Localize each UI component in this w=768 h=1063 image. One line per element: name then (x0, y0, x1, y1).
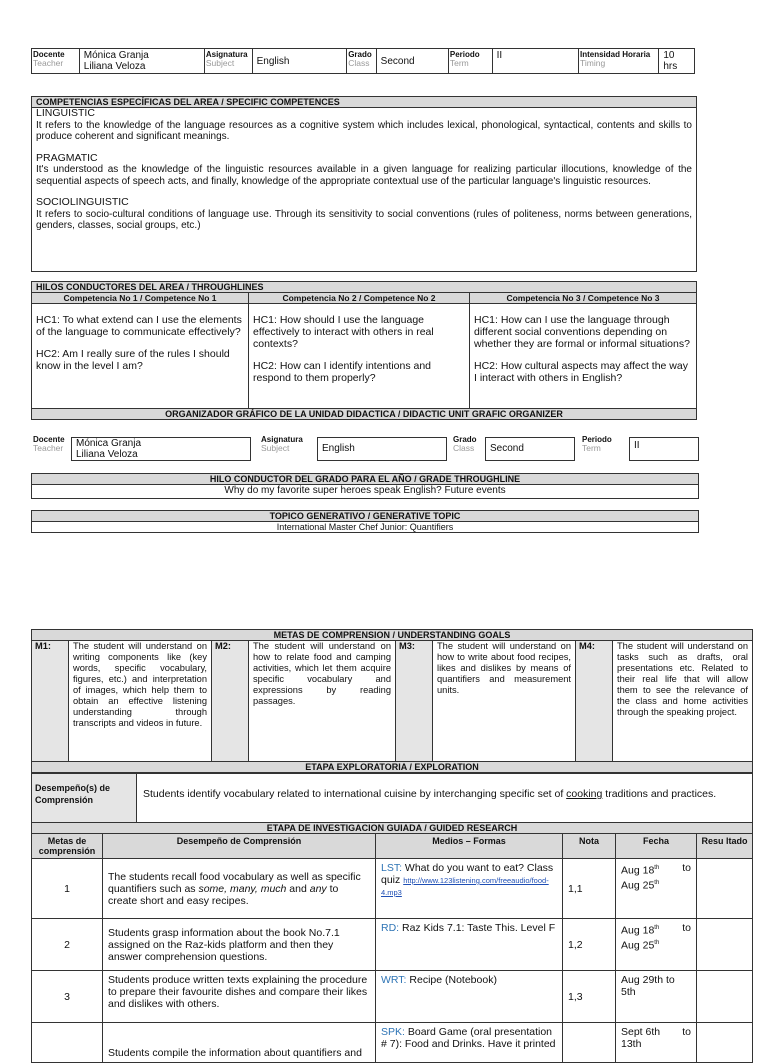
col-header-goals: Metas de comprensión (32, 834, 103, 859)
date-suffix: th (654, 925, 660, 931)
media-text: What do you want to eat? Class quiz (381, 862, 554, 886)
media-text: Recipe (Notebook) (406, 974, 497, 986)
teacher-value-box-2 (71, 437, 251, 461)
row-media (376, 971, 563, 1023)
media-tag: RD: (381, 922, 400, 934)
col-header-media: Medios – Formas (376, 834, 563, 859)
class-value-2: Second (485, 437, 575, 461)
row-date (616, 919, 697, 971)
class-label: Grado (348, 50, 372, 59)
subject-label-cell (204, 49, 252, 74)
header-info-2 (33, 435, 693, 461)
media-text: Board Game (oral presentation # 7): Food and Drinks. Have it printed (381, 1026, 556, 1050)
subject-sublabel: Subject (205, 58, 235, 68)
term-label: Periodo (449, 50, 480, 59)
date-start: Aug 18 (621, 864, 655, 877)
perf-quantifier-any: any (309, 882, 327, 895)
term-value-2: II (629, 437, 699, 461)
perf-text: The students recall food vocabulary as well as specific quantifiers such as (108, 870, 361, 895)
timing-label-cell (579, 49, 659, 74)
throughline-col-3-header: Competencia No 3 / Competence No 3 (470, 293, 697, 304)
col-header-date: Fecha (616, 834, 697, 859)
goal-m1-text: The student will understand on writing components like (key words, specific vocabulary, figures, etc.) and interpretation of images, which help them to obtain an effective listening understanding through transcripts and videos in future. (69, 641, 212, 762)
understanding-goals-section (31, 629, 753, 1063)
date-end: Aug 25 (621, 879, 655, 891)
generative-topic-section (31, 510, 699, 533)
throughline-3-hc2: HC2: How cultural aspects may affect the way I interact with others in English? (474, 360, 688, 384)
date-to: to (682, 862, 691, 874)
goal-m3-label: M3: (396, 641, 433, 762)
row-media (376, 919, 563, 971)
col-header-result: Resu ltado (697, 834, 753, 859)
grade-throughline-section (31, 473, 699, 499)
perf-text: and (286, 882, 310, 895)
row-performance: Students compile the information about quantifiers and (103, 1023, 376, 1063)
row-result (697, 919, 753, 971)
table-row (32, 1023, 753, 1063)
class-label-cell (347, 49, 376, 74)
throughlines-table (31, 292, 697, 409)
row-grade (563, 1023, 616, 1063)
goal-m3-text: The student will understand on how to write about food recipes, likes and dislikes by means of quantifiers and measurement units. (433, 641, 576, 762)
table-row (32, 919, 753, 971)
teacher-label-cell (32, 49, 80, 74)
understanding-goals-table (31, 640, 753, 762)
throughline-1-hc2: HC2: Am I really sure of the rules I should know in the level I am? (36, 348, 230, 372)
class-sublabel-2: Class (453, 443, 475, 453)
col-header-performance: Desempeño de Comprensión (103, 834, 376, 859)
goal-m4-label: M4: (576, 641, 613, 762)
subject-label: Asignatura (205, 50, 248, 59)
throughline-cell-3 (470, 304, 697, 409)
grade-throughline-text: Why do my favorite super heroes speak English? Future events (224, 485, 506, 496)
date-suffix: th (654, 865, 660, 871)
generative-topic-title: TOPICO GENERATIVO / GENERATIVE TOPIC (32, 511, 698, 522)
row-performance: Students produce written texts explaining the procedure to prepare their favourite dishes and compare their likes and dislikes with others. (103, 971, 376, 1023)
term-label-cell-2 (582, 435, 612, 453)
exploration-cooking-word: cooking (566, 788, 603, 800)
subject-label-2: Asignatura (261, 435, 303, 444)
row-performance (103, 859, 376, 919)
row-media (376, 1023, 563, 1063)
exploration-title: ETAPA EXPLORATORIA / EXPLORATION (31, 762, 753, 773)
exploration-text-end: traditions and practices. (602, 788, 717, 800)
row-goal-number: 2 (32, 919, 103, 971)
class-label-2: Grado (453, 435, 477, 444)
date-suffix: th (654, 879, 660, 886)
throughlines-title: HILOS CONDUCTORES DEL AREA / THROUGHLINES (31, 281, 697, 292)
row-goal-number: 1 (32, 859, 103, 919)
row-grade: 1,2 (563, 919, 616, 971)
throughlines-section (31, 281, 697, 420)
date-to: to (682, 1026, 691, 1038)
row-result (697, 971, 753, 1023)
competences-section (31, 96, 697, 272)
goal-m4-text: The student will understand on tasks such as drafts, oral presentations etc. Related to their real life that will allow them to see the relevance of the class and home activities through the speaking project. (613, 641, 753, 762)
understanding-goals-title: METAS DE COMPRENSION / UNDERSTANDING GOALS (31, 629, 753, 640)
teacher-name-2: Liliana Veloza (83, 61, 146, 72)
exploration-table (31, 773, 753, 823)
row-date (616, 859, 697, 919)
perf-quantifiers: some, many, much (198, 882, 287, 895)
class-label-cell-2 (453, 435, 477, 453)
teacher-name-1: Mónica Granja (83, 50, 149, 61)
goal-m2-label: M2: (212, 641, 249, 762)
subject-sublabel-2: Subject (261, 443, 290, 453)
teacher-name-1-b: Mónica Granja (76, 438, 142, 449)
timing-label: Intensidad Horaria (580, 50, 651, 59)
table-row (32, 971, 753, 1023)
organizer-title: ORGANIZADOR GRÁFICO DE LA UNIDAD DIDACTICA / DIDACTIC UNIT GRAFIC ORGANIZER (31, 409, 697, 420)
row-goal-number (32, 1023, 103, 1063)
row-result (697, 859, 753, 919)
throughline-col-1-header: Competencia No 1 / Competence No 1 (32, 293, 249, 304)
exploration-label: Desempeño(s) de Comprensión (32, 774, 137, 823)
timing-value-cell (659, 49, 695, 74)
competence-text-sociolinguistic: It refers to socio-cultural conditions of language use. Through its sensitivity to social conventions (rules of politeness, norms between generations, genders, classes, social groups, etc.) (36, 208, 692, 231)
media-tag: SPK: (381, 1026, 405, 1038)
row-date (616, 1023, 697, 1063)
grade-throughline-title: HILO CONDUCTOR DEL GRADO PARA EL AÑO / GRADE THROUGHLINE (32, 474, 698, 485)
col-header-grade: Nota (563, 834, 616, 859)
timing-sublabel: Timing (580, 58, 606, 68)
teacher-name-2-b: Liliana Veloza (76, 449, 138, 460)
row-grade: 1,3 (563, 971, 616, 1023)
teacher-label-2: Docente (33, 435, 65, 444)
term-label-2: Periodo (582, 435, 612, 444)
class-value: Second (376, 49, 448, 74)
media-tag: LST: (381, 862, 403, 874)
exploration-text-start: Students identify vocabulary related to international cuisine by interchanging specific set of (143, 788, 567, 800)
class-sublabel: Class (348, 58, 370, 68)
guided-research-table (31, 833, 753, 1063)
teacher-sublabel: Teacher (33, 58, 64, 68)
competences-title: COMPETENCIAS ESPECÍFICAS DEL AREA / SPECIFIC COMPETENCES (32, 97, 696, 108)
row-result (697, 1023, 753, 1063)
throughline-3-hc1: HC1: How can I use the language through different social conventions depending on whether they are formal or informal situations? (474, 314, 690, 350)
subject-value-2: English (317, 437, 447, 461)
audio-link[interactable]: http://www.123listening.com/freeaudio/food-4.mp3 (381, 876, 549, 897)
perf-text: to create short and easy recipes. (108, 882, 339, 907)
date-to: to (682, 922, 691, 934)
row-media (376, 859, 563, 919)
row-goal-number: 3 (32, 971, 103, 1023)
media-tag: WRT: (381, 974, 407, 986)
goal-m2-text: The student will understand on how to relate food and camping activities, which let them acquire specific vocabulary and expressions by reading passages. (249, 641, 396, 762)
throughline-2-hc2: HC2: How can I identify intentions and respond to them properly? (253, 360, 432, 384)
timing-value: 10 (663, 50, 675, 61)
term-value: II (492, 49, 578, 74)
term-label-cell (448, 49, 492, 74)
date-suffix: th (654, 939, 660, 946)
table-row (32, 859, 753, 919)
guided-research-title: ETAPA DE INVESTIGACION GUIADA / GUIDED RESEARCH (31, 823, 753, 833)
throughline-2-hc1: HC1: How should I use the language effectively to interact with others in real contexts? (253, 314, 434, 350)
throughline-col-2-header: Competencia No 2 / Competence No 2 (249, 293, 470, 304)
media-text: Raz Kids 7.1: Taste This. Level F (399, 922, 556, 934)
competence-text-pragmatic: It's understood as the knowledge of the linguistic resources available in a given language for realizing particular illocutions, knowledge of the sequential aspects of speech acts, and finally, knowledge of the appropriate contextual use of the particular language's linguistic resources. (36, 164, 692, 187)
throughline-cell-2 (249, 304, 470, 409)
date-start: Sept 6th (621, 1026, 661, 1038)
competence-heading-pragmatic: PRAGMATIC (36, 151, 98, 164)
competence-heading-sociolinguistic: SOCIOLINGUISTIC (36, 196, 129, 208)
term-sublabel-2: Term (582, 443, 601, 453)
row-performance: Students grasp information about the book No.7.1 assigned on the Raz-kids platform and then they answer comprehension questions. (103, 919, 376, 971)
throughline-cell-1 (32, 304, 249, 409)
teacher-label: Docente (33, 50, 65, 59)
competence-text-linguistic: It refers to the knowledge of the language resources as a cognitive system which includes lexical, phonological, syntactical, contents and skills to produce coherent and significant meanings. (36, 119, 692, 142)
row-date: Aug 29th to 5th (616, 971, 697, 1023)
teacher-value-cell (79, 49, 204, 74)
generative-topic-text: International Master Chef Junior: Quantifiers (276, 522, 454, 532)
exploration-text (137, 774, 753, 823)
competence-heading-linguistic: LINGUISTIC (36, 107, 95, 119)
competences-body (32, 108, 696, 232)
teacher-sublabel-2: Teacher (33, 443, 64, 453)
date-end: Aug 25 (621, 939, 655, 951)
teacher-label-cell-2 (33, 435, 65, 453)
header-info-table (31, 48, 695, 74)
date-end: 13th (621, 1038, 642, 1050)
subject-label-cell-2 (261, 435, 303, 453)
timing-unit: hrs (663, 61, 678, 72)
throughline-1-hc1: HC1: To what extend can I use the elements of the language to communicate effectively? (36, 314, 242, 338)
subject-value: English (252, 49, 347, 74)
goal-m1-label: M1: (32, 641, 69, 762)
term-sublabel: Term (449, 58, 469, 68)
date-start: Aug 18 (621, 924, 655, 937)
row-grade: 1,1 (563, 859, 616, 919)
